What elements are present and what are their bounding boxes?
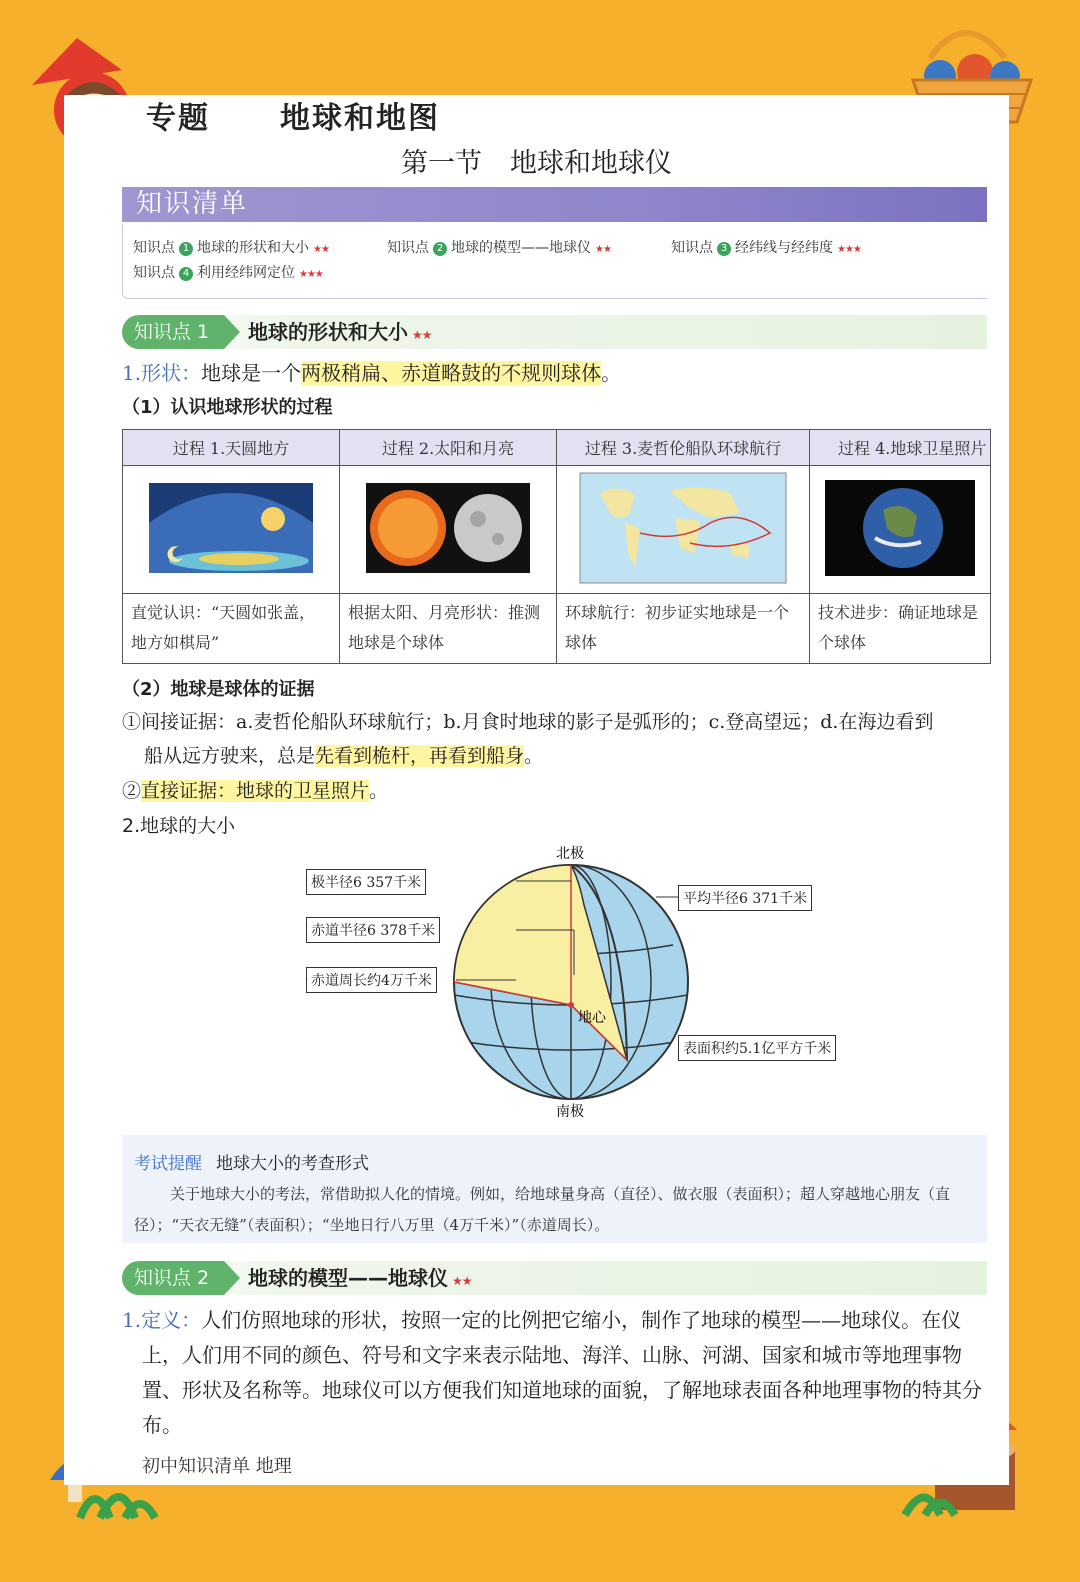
- evidence-indirect-cont: 船从远方驶来，总是先看到桅杆，再看到船身。: [144, 745, 544, 767]
- knowledge-list-item: 知识点 2 地球的模型——地球仪 ★★: [387, 240, 611, 256]
- image-cell: [123, 466, 340, 594]
- table-header: 过程 1.天圆地方: [123, 430, 340, 466]
- south-pole-label: 南极: [556, 1104, 584, 1120]
- kp2-tag: 知识点 2: [122, 1261, 224, 1295]
- knowledge-list-item: 知识点 1 地球的形状和大小 ★★: [133, 240, 329, 256]
- knowledge-list-title: 知识清单: [136, 189, 249, 219]
- evidence-direct: ②直接证据：地球的卫星照片。: [122, 780, 389, 802]
- kp1-header: [122, 315, 987, 349]
- surface-area-label: 表面积约5.1亿平方千米: [678, 1035, 836, 1061]
- chapter-name: 地球和地图: [280, 101, 440, 136]
- knowledge-list-item: 知识点 4 利用经纬网定位 ★★★: [133, 265, 323, 281]
- exam-tip-box: [122, 1135, 987, 1243]
- world-route-map: [580, 473, 786, 583]
- evidence-indirect: ①间接证据：a.麦哲伦船队环球航行；b.月食时地球的影子是弧形的；c.登高望远；d.在海边看到: [122, 711, 934, 733]
- table-cell: 技术进步：确证地球是个球体: [810, 594, 991, 664]
- polar-radius-label: 极半径6 357千米: [306, 869, 426, 895]
- image-cell: [340, 466, 557, 594]
- subheading-process: （1）认识地球形状的过程: [122, 397, 333, 418]
- shape-line: 1.形状：地球是一个两极稍扁、赤道略鼓的不规则球体。: [122, 361, 622, 385]
- kp2-title: 地球的模型——地球仪 ★★: [248, 1266, 472, 1290]
- section-number: 第一节: [401, 148, 482, 179]
- mean-radius-label: 平均半径6 371千米: [678, 885, 812, 911]
- subheading-evidence: （2）地球是球体的证据: [122, 679, 315, 700]
- table-cell: 直觉认识：“天圆如张盖，地方如棋局”: [123, 594, 340, 664]
- earth-center-label: 地心: [578, 1010, 606, 1026]
- kp1-title: 地球的形状和大小 ★★: [248, 320, 432, 344]
- section-title: [64, 141, 1009, 180]
- textbook-page: [64, 95, 1009, 1485]
- earth-size-diagram: [294, 845, 894, 1125]
- size-heading: 2.地球的大小: [122, 815, 236, 837]
- table-header: 过程 4.地球卫星照片: [810, 430, 991, 466]
- globe-definition: [122, 1303, 990, 1443]
- exam-tip-body: 关于地球大小的考法，常借助拟人化的情境。例如，给地球量身高（直径）、做衣服（表面积）；超人穿越地心朋友（直径）；“天衣无缝”（表面积）；“坐地日行八万里（4万千米）”（赤道周长）。: [134, 1185, 951, 1234]
- kp1-tag: 知识点 1: [122, 315, 224, 349]
- sky-dome-image: [149, 483, 313, 573]
- image-cell: [557, 466, 810, 594]
- process-table: [122, 429, 991, 664]
- exam-tip-header: [134, 1149, 369, 1174]
- sun-moon-image: [366, 483, 530, 573]
- knowledge-list-item: 知识点 3 经纬线与经纬度 ★★★: [671, 240, 861, 256]
- exam-tip-label: 考试提醒: [134, 1154, 202, 1174]
- table-cell: 环球航行：初步证实地球是一个球体: [557, 594, 810, 664]
- knowledge-list-header: [122, 187, 987, 222]
- chapter-label: 专题: [146, 101, 210, 136]
- exam-tip-title: 地球大小的考查形式: [216, 1154, 369, 1174]
- knowledge-list-box: [122, 225, 987, 299]
- chapter-title-cut: [146, 97, 510, 136]
- definition-text: 人们仿照地球的形状，按照一定的比例把它缩小，制作了地球的模型——地球仪。在仪上，人们用不同的颜色、符号和文字来表示陆地、海洋、山脉、河湖、国家和城市等地理事物置、形状及名称等。地球仪可以方便我们知道地球的面貌，了解地球表面各种地理事物的特其分布。: [142, 1308, 982, 1437]
- circumference-label: 赤道周长约4万千米: [306, 967, 437, 993]
- table-header: 过程 3.麦哲伦船队环球航行: [557, 430, 810, 466]
- north-pole-label: 北极: [556, 846, 584, 862]
- table-cell: 根据太阳、月亮形状：推测地球是个球体: [340, 594, 557, 664]
- kp2-header: [122, 1261, 987, 1295]
- table-header: 过程 2.太阳和月亮: [340, 430, 557, 466]
- image-cell: [810, 466, 991, 594]
- page-footer: 初中知识清单 地理: [142, 1456, 292, 1477]
- earth-satellite-photo: [825, 480, 975, 576]
- section-name: 地球和地球仪: [510, 148, 672, 179]
- definition-label: 1.定义：: [122, 1308, 202, 1332]
- equatorial-radius-label: 赤道半径6 378千米: [306, 917, 440, 943]
